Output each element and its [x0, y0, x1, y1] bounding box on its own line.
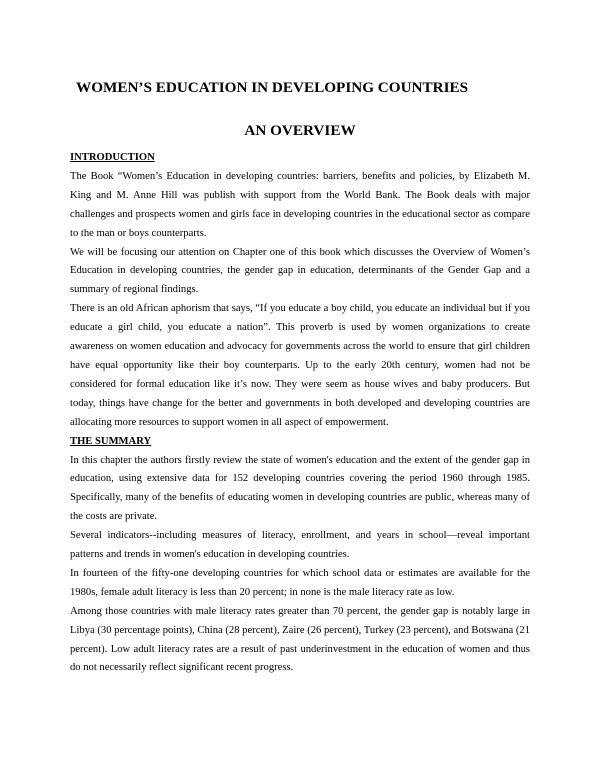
paragraph: In this chapter the authors firstly review the state of women's education and the extent of the gender gap in education, using extensive data for 152 developing countries covering the period 1960 through 1985. Specifically, many of the benefits of educating women in developing countries are public, whereas many of the costs are private.	[70, 454, 530, 523]
document-title: WOMEN’S EDUCATION IN DEVELOPING COUNTRIES	[76, 79, 469, 96]
section-heading-introduction: INTRODUCTION	[70, 152, 155, 163]
paragraph: Several indicators--including measures of literacy, enrollment, and years in school—reveal important patterns and trends in women's education in developing countries.	[70, 530, 530, 561]
paragraph: We will be focusing our attention on Chapter one of this book which discusses the Overview of Women’s Education in developing countries, the gender gap in education, determinants of the Gender Gap and a summary of regional findings.	[70, 246, 530, 296]
section-heading-summary: THE SUMMARY	[70, 435, 152, 447]
section-introduction	[70, 149, 530, 433]
paragraph: The Book “Women’s Education in developing countries: barriers, benefits and policies, by Elizabeth M. King and M. Anne Hill was publish with support from the World Bank. The Book deals with major challenges and prospects women and girls face in developing countries in the educational sector as compare to the man or boys counterparts.	[70, 170, 530, 239]
section-summary	[70, 433, 530, 679]
paragraph: Among those countries with male literacy rates greater than 70 percent, the gender gap is notably large in Libya (30 percentage points), China (28 percent), Zaire (26 percent), Turkey (23 percent), and Botswana (21 percent). Low adult literacy rates are a result of past underinvestment in the education of women and thus do not necessarily reflect significant recent progress.	[70, 605, 530, 674]
document-subtitle: AN OVERVIEW	[244, 122, 356, 139]
paragraph: In fourteen of the fifty-one developing countries for which school data or estimates are available for the 1980s, female adult literacy is less than 20 percent; in none is the male literacy rate as low.	[70, 567, 530, 598]
document-body	[70, 149, 530, 678]
paragraph: There is an old African aphorism that says, “If you educate a boy child, you educate an individual but if you educate a girl child, you educate a nation”. This proverb is used by women organizations to create awareness on women education and advocacy for governments across the world to ensure that girl children have equal opportunity like their boy counterparts. Up to the early 20th century, women had not be considered for formal education like it’s now. They were seem as house wives and baby producers. But today, things have change for the better and governments in both developed and developing countries are allocating more resources to support women in all aspect of empowerment.	[70, 303, 530, 428]
